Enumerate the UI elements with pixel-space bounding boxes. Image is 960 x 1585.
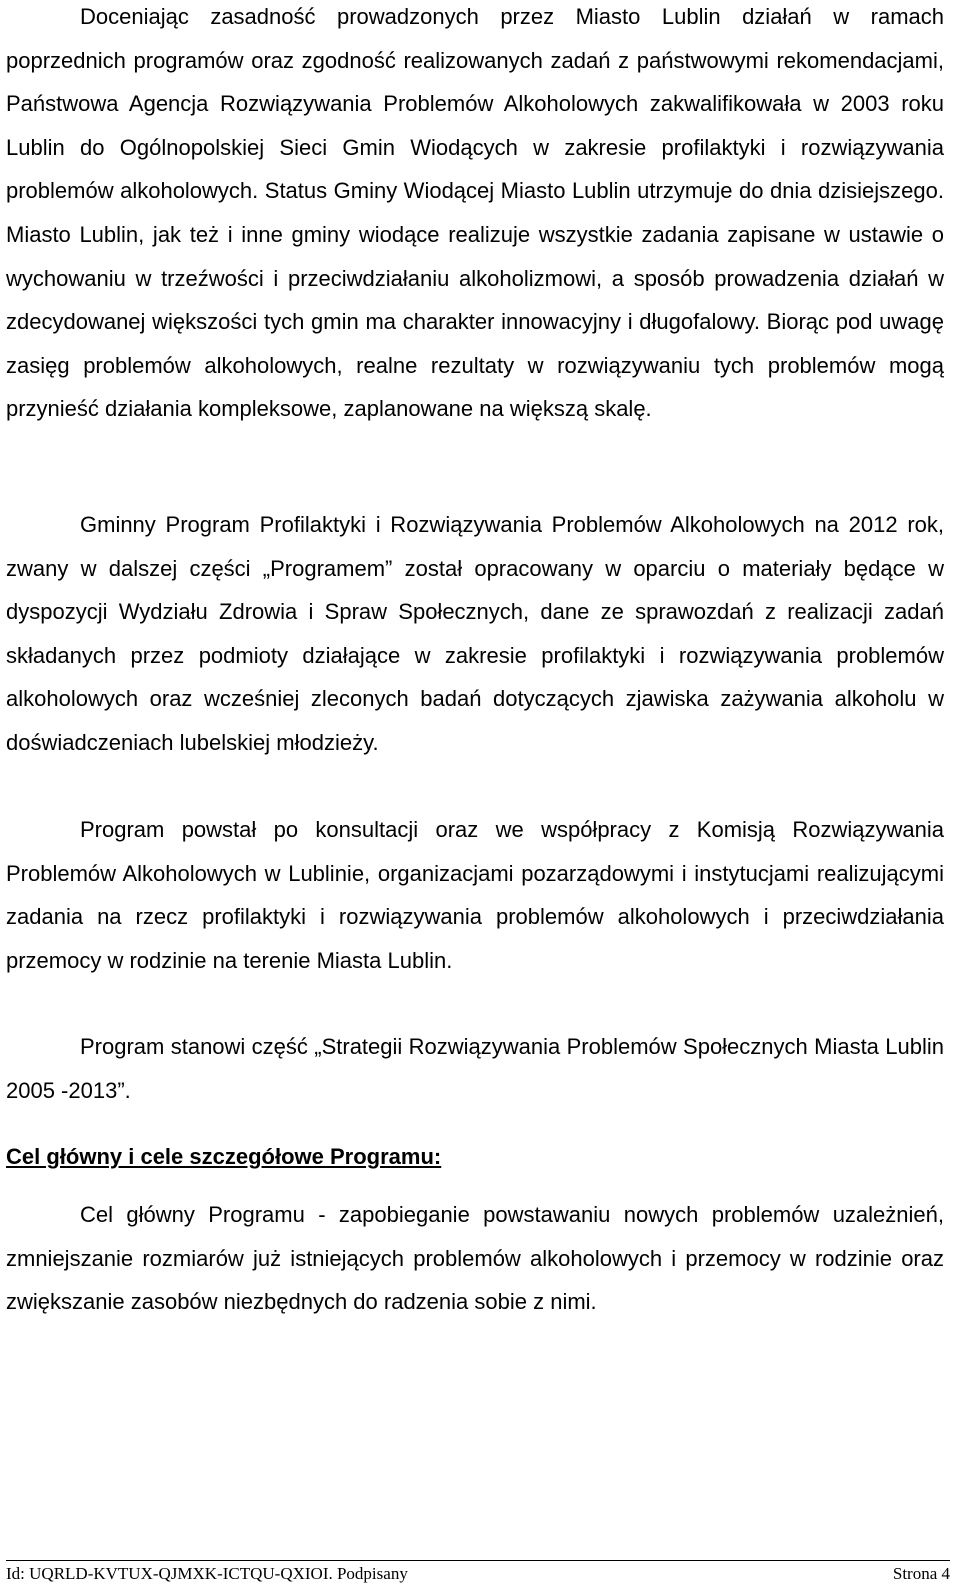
page-footer — [6, 1560, 950, 1584]
paragraph-intro: Doceniając zasadność prowadzonych przez Miasto Lublin działań w ramach poprzednich programów oraz zgodność realizowanych zadań z państwowymi rekomendacjami, Państwowa Agencja Rozwiązywania Problemów Alkoholowych zakwalifikowała w 2003 roku Lublin do Ogólnopolskiej Sieci Gmin Wiodących w zakresie profilaktyki i rozwiązywania problemów alkoholowych. Status Gminy Wiodącej Miasto Lublin utrzymuje do dnia dzisiejszego. Miasto Lublin, jak też i inne gminy wiodące realizuje wszystkie zadania zapisane w ustawie o wychowaniu w trzeźwości i przeciwdziałaniu alkoholizmowi, a sposób prowadzenia działań w zdecydowanej większości tych gmin ma charakter innowacyjny i długofalowy. Biorąc pod uwagę zasięg problemów alkoholowych, realne rezultaty w rozwiązywaniu tych problemów mogą przynieść działania kompleksowe, zaplanowane na większą skalę. — [6, 4, 944, 422]
paragraph-consultation: Program powstał po konsultacji oraz we współpracy z Komisją Rozwiązywania Problemów Alkoholowych w Lublinie, organizacjami pozarządowymi i instytucjami realizującymi zadania na rzecz profilaktyki i rozwiązywania problemów alkoholowych i przeciwdziałania przemocy w rodzinie na terenie Miasta Lublin. — [6, 817, 944, 973]
paragraph-main-goal: Cel główny Programu - zapobieganie powstawaniu nowych problemów uzależnień, zmniejszanie rozmiarów już istniejących problemów alkoholowych i przemocy w rodzinie oraz zwiększanie zasobów niezbędnych do radzenia sobie z nimi. — [6, 1202, 944, 1315]
footer-page-number: Strona 4 — [892, 1564, 950, 1583]
paragraph-strategy: Program stanowi część „Strategii Rozwiązywania Problemów Społecznych Miasta Lublin 2005 -2013”. — [6, 1034, 944, 1103]
footer-document-id: Id: UQRLD-KVTUX-QJMXK-ICTQU-QXIOI. Podpisany — [6, 1564, 408, 1583]
paragraph-program-basis: Gminny Program Profilaktyki i Rozwiązywania Problemów Alkoholowych na 2012 rok, zwany w dalszej części „Programem” został opracowany w oparciu o materiały będące w dyspozycji Wydziału Zdrowia i Spraw Społecznych, dane ze sprawozdań z realizacji zadań składanych przez podmioty działające w zakresie profilaktyki i rozwiązywania problemów alkoholowych oraz wcześniej zleconych badań dotyczących zjawiska zażywania alkoholu w doświadczeniach lubelskiej młodzieży. — [6, 512, 944, 755]
section-heading: Cel główny i cele szczegółowe Programu: — [6, 1144, 442, 1169]
